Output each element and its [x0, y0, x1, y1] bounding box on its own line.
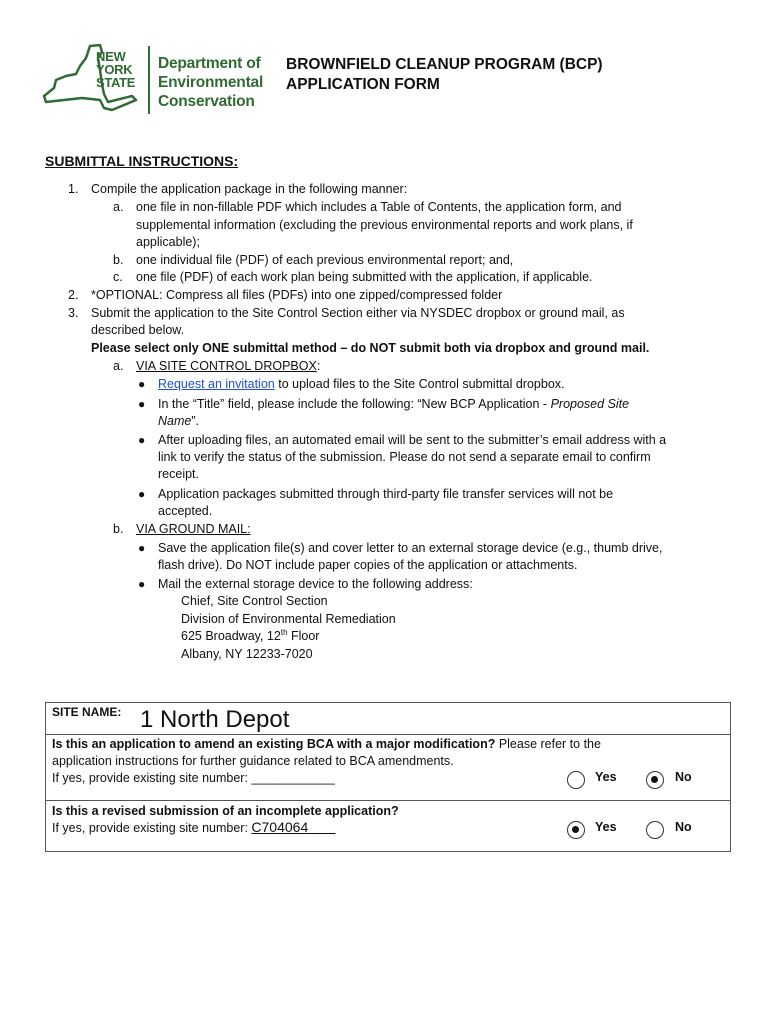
q1-line-3: If yes, provide existing site number: ____________	[52, 771, 335, 785]
item-1a-line-1: one file in non-fillable PDF which includes a Table of Contents, the application form, and	[136, 200, 622, 214]
submittal-method-warning: Please select only ONE submittal method – do NOT submit both via dropbox and ground mail.	[91, 341, 650, 355]
dropbox-bullet-4-line-2: accepted.	[158, 504, 213, 518]
bullet-icon: ●	[138, 377, 146, 391]
dropbox-bullet-3-line-1: After uploading files, an automated email will be sent to the submitter’s email address with a	[158, 433, 667, 447]
dropbox-bullet-3-line-2: link to verify the status of the submission. Please do not send a separate email to confirm	[158, 450, 651, 464]
q2-yes-radio[interactable]	[567, 821, 585, 839]
item-3-line-1: Submit the application to the Site Control Section either via NYSDEC dropbox or ground mail, as	[91, 306, 625, 320]
item-1-number: 1.	[68, 182, 79, 196]
item-3-line-2: described below.	[91, 323, 185, 337]
q1-line-1: Is this an application to amend an existing BCA with a major modification? Please refer to the	[52, 737, 601, 751]
q2-site-number-field[interactable]: C704064	[251, 819, 309, 835]
form-row-divider	[45, 800, 731, 801]
address-line-4: Albany, NY 12233-7020	[181, 647, 313, 661]
document-title	[286, 55, 603, 95]
ground-mail-heading: VIA GROUND MAIL:	[136, 522, 251, 536]
q1-yes-radio[interactable]	[567, 771, 585, 789]
item-2-number: 2.	[68, 288, 79, 302]
item-3b-label: b.	[113, 522, 124, 536]
bullet-icon: ●	[138, 577, 146, 591]
q2-line-2: If yes, provide existing site number: C704064	[52, 819, 335, 838]
q1-line-2: application instructions for further guidance related to BCA amendments.	[52, 754, 454, 768]
dropbox-bullet-3-line-3: receipt.	[158, 467, 199, 481]
logo-department-text: Department of Environmental Conservation	[158, 55, 264, 110]
request-invitation-link[interactable]: Request an invitation	[158, 377, 275, 391]
bullet-icon: ●	[138, 433, 146, 447]
nysdec-logo	[42, 44, 274, 116]
q1-yes-label: Yes	[595, 770, 617, 784]
item-1c-label: c.	[113, 270, 123, 284]
site-name-field[interactable]: 1 North Depot	[140, 706, 290, 733]
item-3a-label: a.	[113, 359, 124, 373]
mail-bullet-1-line-2: flash drive). Do NOT include paper copies of the application or attachments.	[158, 558, 578, 572]
dropbox-bullet-4-line-1: Application packages submitted through third-party file transfer services will not be	[158, 487, 614, 501]
title-line-2: APPLICATION FORM	[286, 76, 440, 93]
address-line-2: Division of Environmental Remediation	[181, 612, 396, 626]
dropbox-bullet-1: Request an invitation to upload files to the Site Control submittal dropbox.	[158, 377, 565, 391]
item-3-number: 3.	[68, 306, 79, 320]
item-1b-label: b.	[113, 253, 124, 267]
bullet-icon: ●	[138, 487, 146, 501]
q2-line-1: Is this a revised submission of an incomplete application?	[52, 804, 399, 818]
dropbox-heading: VIA SITE CONTROL DROPBOX:	[136, 359, 321, 373]
item-1-text: Compile the application package in the following manner:	[91, 182, 408, 196]
q1-site-number-field[interactable]: ____________	[251, 771, 335, 785]
item-1a-line-3: applicable);	[136, 235, 200, 249]
item-1a-label: a.	[113, 200, 124, 214]
address-line-1: Chief, Site Control Section	[181, 594, 328, 608]
mail-bullet-1-line-1: Save the application file(s) and cover letter to an external storage device (e.g., thumb drive,	[158, 541, 663, 555]
dropbox-bullet-2-line-1: In the “Title” field, please include the following: “New BCP Application - Proposed Site	[158, 397, 630, 411]
site-name-label: SITE NAME:	[52, 705, 122, 719]
title-line-1: BROWNFIELD CLEANUP PROGRAM (BCP)	[286, 56, 603, 73]
address-line-3: 625 Broadway, 12th Floor	[181, 627, 320, 643]
submittal-instructions-heading: SUBMITTAL INSTRUCTIONS:	[45, 153, 239, 169]
q2-no-radio[interactable]	[646, 821, 664, 839]
logo-divider	[148, 46, 150, 114]
item-2-text: *OPTIONAL: Compress all files (PDFs) into one zipped/compressed folder	[91, 288, 503, 302]
q1-no-label: No	[675, 770, 692, 784]
item-1b-text: one individual file (PDF) of each previous environmental report; and,	[136, 253, 514, 267]
q2-no-label: No	[675, 820, 692, 834]
item-1a-line-2: supplemental information (excluding the previous environmental reports and work plans, if	[136, 218, 633, 232]
bullet-icon: ●	[138, 397, 146, 411]
item-1c-text: one file (PDF) of each work plan being submitted with the application, if applicable.	[136, 270, 593, 284]
mail-bullet-2-text: Mail the external storage device to the following address:	[158, 577, 473, 591]
logo-state-text: NEW YORK STATE	[96, 49, 136, 90]
q1-no-radio[interactable]	[646, 771, 664, 789]
dropbox-bullet-2-line-2: Name”.	[158, 414, 199, 428]
q2-yes-label: Yes	[595, 820, 617, 834]
bullet-icon: ●	[138, 541, 146, 555]
